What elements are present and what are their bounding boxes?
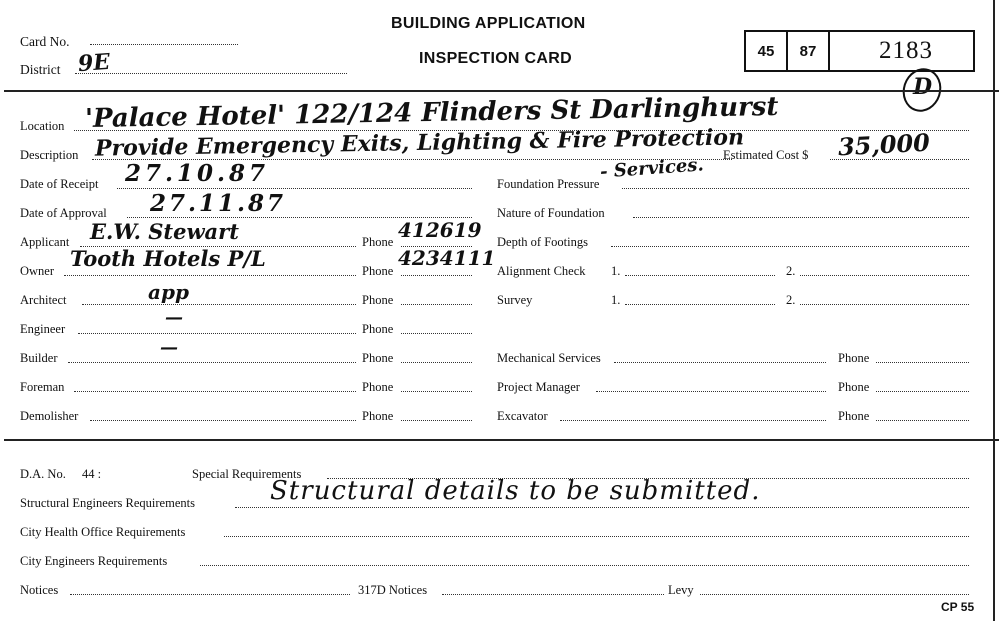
structural-engineers-label: Structural Engineers Requirements bbox=[20, 496, 195, 510]
date-of-receipt-line bbox=[117, 188, 472, 189]
district-value: 9E bbox=[77, 48, 111, 78]
applicant-phone-value: 412619 bbox=[398, 218, 482, 242]
levy-line bbox=[700, 594, 969, 595]
applicant-label: Applicant bbox=[20, 235, 70, 249]
builder-phone-line bbox=[401, 362, 472, 363]
reference-box-cell-2: 87 bbox=[788, 32, 830, 70]
form-title: BUILDING APPLICATION bbox=[391, 15, 586, 32]
foreman-line bbox=[74, 391, 356, 392]
depth-of-footings-line bbox=[611, 246, 969, 247]
date-of-receipt-value: 27.10.87 bbox=[125, 160, 270, 187]
header-divider bbox=[4, 90, 999, 92]
location-value: 'Palace Hotel' 122/124 Flinders St Darlinghurst bbox=[84, 91, 779, 135]
circled-mark-letter: D bbox=[913, 74, 933, 100]
owner-label: Owner bbox=[20, 264, 55, 278]
project-manager-line bbox=[596, 391, 826, 392]
excavator-label: Excavator bbox=[497, 409, 548, 423]
owner-line bbox=[64, 275, 356, 276]
architect-value: app bbox=[148, 280, 189, 304]
builder-label: Builder bbox=[20, 351, 58, 365]
survey-num2: 2. bbox=[786, 293, 796, 307]
engineer-phone-label: Phone bbox=[362, 322, 394, 336]
notices-line bbox=[70, 594, 350, 595]
alignment-check-num2: 2. bbox=[786, 264, 796, 278]
engineer-line bbox=[78, 333, 356, 334]
location-label: Location bbox=[20, 119, 65, 133]
reference-box-card-number: 2183 bbox=[879, 37, 933, 64]
city-engineers-line bbox=[200, 565, 969, 566]
form-subtitle: INSPECTION CARD bbox=[419, 50, 572, 67]
form-code: CP 55 bbox=[941, 600, 975, 614]
architect-label: Architect bbox=[20, 293, 67, 307]
card-right-edge bbox=[993, 0, 995, 621]
survey-label: Survey bbox=[497, 293, 533, 307]
description-value: Provide Emergency Exits, Lighting & Fire Protection bbox=[94, 124, 745, 162]
builder-phone-label: Phone bbox=[362, 351, 394, 365]
demolisher-line bbox=[90, 420, 356, 421]
owner-phone-value: 4234111 bbox=[398, 246, 496, 270]
mechanical-services-line bbox=[614, 362, 826, 363]
structural-engineers-value: Structural details to be submitted. bbox=[270, 476, 761, 506]
special-requirements-label: Special Requirements bbox=[192, 467, 302, 481]
builder-value: — bbox=[160, 337, 178, 358]
project-manager-phone-line bbox=[876, 391, 969, 392]
mechanical-services-label: Mechanical Services bbox=[497, 351, 601, 365]
district-label: District bbox=[20, 62, 61, 77]
demolisher-phone-line bbox=[401, 420, 472, 421]
city-health-label: City Health Office Requirements bbox=[20, 525, 186, 539]
reference-box-cell-1: 45 bbox=[746, 32, 788, 70]
notices-317d-line bbox=[442, 594, 664, 595]
date-of-approval-value: 27.11.87 bbox=[150, 190, 287, 217]
card-no-line bbox=[90, 44, 238, 45]
estimated-cost-label: Estimated Cost $ bbox=[723, 148, 809, 162]
city-engineers-label: City Engineers Requirements bbox=[20, 554, 168, 568]
city-health-line bbox=[224, 536, 969, 537]
foundation-pressure-label: Foundation Pressure bbox=[497, 177, 600, 191]
architect-phone-line bbox=[401, 304, 472, 305]
demolisher-phone-label: Phone bbox=[362, 409, 394, 423]
da-no-label: D.A. No. bbox=[20, 467, 66, 481]
section-divider bbox=[4, 439, 999, 441]
owner-phone-label: Phone bbox=[362, 264, 394, 278]
notices-label: Notices bbox=[20, 583, 59, 597]
excavator-phone-label: Phone bbox=[838, 409, 870, 423]
excavator-line bbox=[560, 420, 826, 421]
structural-engineers-line bbox=[235, 507, 969, 508]
foreman-phone-label: Phone bbox=[362, 380, 394, 394]
description-value-line2: - Services. bbox=[599, 154, 705, 183]
date-of-receipt-label: Date of Receipt bbox=[20, 177, 99, 191]
notices-317d-label: 317D Notices bbox=[358, 583, 428, 597]
da-no-value: 44 : bbox=[82, 467, 102, 481]
foundation-pressure-line bbox=[622, 188, 969, 189]
alignment-check-line1 bbox=[625, 275, 775, 276]
owner-phone-line bbox=[401, 275, 472, 276]
district-line bbox=[75, 73, 347, 74]
builder-line bbox=[68, 362, 356, 363]
card-no-label: Card No. bbox=[20, 34, 70, 49]
architect-line bbox=[82, 304, 356, 305]
nature-of-foundation-line bbox=[633, 217, 969, 218]
foreman-phone-line bbox=[401, 391, 472, 392]
mechanical-services-phone-label: Phone bbox=[838, 351, 870, 365]
engineer-value: — bbox=[165, 307, 183, 328]
date-of-approval-label: Date of Approval bbox=[20, 206, 107, 220]
project-manager-phone-label: Phone bbox=[838, 380, 870, 394]
alignment-check-line2 bbox=[800, 275, 969, 276]
alignment-check-label: Alignment Check bbox=[497, 264, 586, 278]
description-label: Description bbox=[20, 148, 79, 162]
estimated-cost-value: 35,000 bbox=[837, 127, 931, 162]
alignment-check-num1: 1. bbox=[611, 264, 621, 278]
mechanical-services-phone-line bbox=[876, 362, 969, 363]
excavator-phone-line bbox=[876, 420, 969, 421]
applicant-value: E.W. Stewart bbox=[90, 219, 239, 244]
project-manager-label: Project Manager bbox=[497, 380, 580, 394]
nature-of-foundation-label: Nature of Foundation bbox=[497, 206, 605, 220]
survey-line2 bbox=[800, 304, 969, 305]
engineer-label: Engineer bbox=[20, 322, 66, 336]
levy-label: Levy bbox=[668, 583, 694, 597]
applicant-phone-label: Phone bbox=[362, 235, 394, 249]
foreman-label: Foreman bbox=[20, 380, 65, 394]
owner-value: Tooth Hotels P/L bbox=[70, 246, 266, 271]
survey-num1: 1. bbox=[611, 293, 621, 307]
architect-phone-label: Phone bbox=[362, 293, 394, 307]
demolisher-label: Demolisher bbox=[20, 409, 79, 423]
depth-of-footings-label: Depth of Footings bbox=[497, 235, 588, 249]
engineer-phone-line bbox=[401, 333, 472, 334]
survey-line1 bbox=[625, 304, 775, 305]
